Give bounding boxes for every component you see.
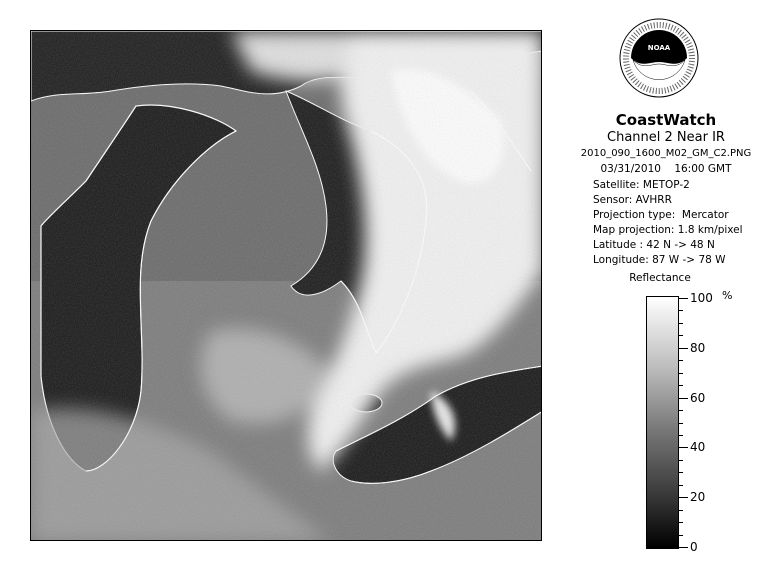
map-image xyxy=(31,31,542,541)
colorbar-title: Reflectance xyxy=(629,272,691,284)
colorbar-minor-tick xyxy=(679,460,683,461)
colorbar-major-tick xyxy=(679,547,688,548)
colorbar-major-tick xyxy=(679,348,688,349)
colorbar-minor-tick xyxy=(679,410,683,411)
projection-type-label: Projection type: Mercator xyxy=(593,209,729,221)
file-name: 2010_090_1600_M02_GM_C2.PNG xyxy=(580,148,752,159)
logo-center-text: NOAA xyxy=(647,44,671,52)
colorbar-minor-tick xyxy=(679,360,683,361)
latitude-label: Latitude : 42 N -> 48 N xyxy=(593,239,715,251)
satellite-label: Satellite: METOP-2 xyxy=(593,179,690,191)
colorbar-tick-label: 80 xyxy=(690,341,706,355)
product-title: CoastWatch xyxy=(615,111,717,129)
colorbar-major-tick xyxy=(679,447,688,448)
colorbar-minor-tick xyxy=(679,335,683,336)
longitude-label: Longitude: 87 W -> 78 W xyxy=(593,254,726,266)
colorbar-minor-tick xyxy=(679,373,683,374)
colorbar-minor-tick xyxy=(679,522,683,523)
colorbar-minor-tick xyxy=(679,323,683,324)
colorbar-major-tick xyxy=(679,497,688,498)
colorbar-minor-tick xyxy=(679,485,683,486)
colorbar-tick-label: 40 xyxy=(690,440,706,454)
colorbar-major-tick xyxy=(679,298,688,299)
channel-subtitle: Channel 2 Near IR xyxy=(607,130,725,145)
colorbar-minor-tick xyxy=(679,535,683,536)
colorbar-tick-label: 20 xyxy=(690,490,706,504)
noaa-logo xyxy=(619,18,699,98)
colorbar-minor-tick xyxy=(679,423,683,424)
date-time: 03/31/2010 16:00 GMT xyxy=(600,163,732,175)
colorbar-minor-tick xyxy=(679,510,683,511)
colorbar-major-tick xyxy=(679,398,688,399)
satellite-map xyxy=(30,30,542,541)
colorbar-unit: % xyxy=(722,289,733,302)
colorbar-minor-tick xyxy=(679,310,683,311)
colorbar-minor-tick xyxy=(679,472,683,473)
colorbar-tick-label: 0 xyxy=(690,540,698,554)
sensor-label: Sensor: AVHRR xyxy=(593,194,672,206)
colorbar-minor-tick xyxy=(679,435,683,436)
colorbar-tick-label: 60 xyxy=(690,391,706,405)
map-projection-label: Map projection: 1.8 km/pixel xyxy=(593,224,743,236)
colorbar-minor-tick xyxy=(679,385,683,386)
colorbar xyxy=(646,296,679,549)
colorbar-tick-label: 100 xyxy=(690,291,713,305)
